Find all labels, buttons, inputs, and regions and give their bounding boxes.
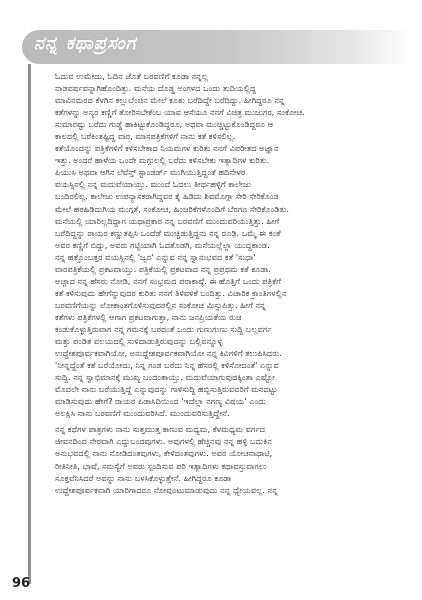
text-line: ಪಿಯುಸಿ ಅಥವಾ ಆಗಿನ ಲೆವೆನ್ತ್ ಸ್ಟಾಂಡರ್ಡ್ ಮುಗಿಯುತ್ತಿದ್ದಂತೆ ಹದಿನೇಳರ — [55, 167, 246, 178]
footer-shade — [0, 570, 422, 600]
text-line: ಸುಮಾರಷ್ಟು ಬರೆದು ಗುಡ್ಡೆ ಹಾಕಿಟ್ಟುಕೊಂಡಿದ್ದರೂ, ಅಥವಾ ಮುಚ್ಚಿಟ್ಟುಕೊಂಡಿದ್ದರೂ ಆ — [55, 119, 274, 130]
text-line: ಮಾಡಿಸುವುದು ಹೇಗೆ? ರಾಯರ ಪಿಡಾಸಿದಿಯಿಂದ 'ಇದೆಲ್ಲಾ ನಗಣ್ಯ ವಿಷಯ' ಎಂದು — [55, 396, 266, 407]
margin-rule — [28, 64, 31, 584]
text-line: ಬರೆದಿದ್ದನ್ನು ರಾಯರ ಕಣ್ಣುತಪ್ಪಿಸಿ ಒಂದೆಡೆ ಮುಚ್ಚಿಡುತ್ತಿದ್ದನು ನನ್ನ ರೂಢಿ. ಒಮ್ಮೆ ಈ ಕಂತೆ — [55, 227, 281, 238]
chapter-title: ನನ್ನ ಕಥಾಪ್ರಸಂಗ — [34, 33, 137, 54]
text-line: 'ನೀನ್ನದ್ದೆಂತೆ ಕತೆ ಬರೆಯೋದು, ನಿನ್ನ ಗಂಡ ಬರೆದು ನಿನ್ನ ಹೆಸರಲ್ಲಿ ಕಳಿಸೋದಂತೆ' ಎನ್ನುವ — [55, 360, 279, 371]
text-line: ಸೂಕ್ತವೆನಿಸಿದರೆ ಅವನ್ನು ನಾನು ಬಳಸಿಕೊಳ್ಳುತ್ತೇನೆ. ಹೀಗಿದ್ದರೂ ಕೂಡಾ — [55, 472, 232, 483]
text-line: ಕಾಲದಲ್ಲಿ ಬರೆಕಿಂತಷ್ಟಿದ್ದ ವಾರ, ಮಾಸಪತ್ರಿಕೆಗಳಿಗೆ ನಾನು ಕತೆ ಕಳಿಸಲಿಲ್ಲ. — [55, 131, 236, 142]
text-line: ನನ್ನ ಕಥೆಗಳ ಪಾತ್ರಗಳು ನಾನು ಸುತ್ತಮುತ್ತ ಕಾಣುವ ಮಧ್ಯಮ, ಕೆಳಮಧ್ಯಮ ವರ್ಗದ — [55, 424, 266, 435]
text-line: ಬರವಣಿಗೆಯನ್ನು ಲೋಕಾಂತಗೊಳಿಸುವುದರಲ್ಲಿನ ಸಂಕೋಚ ಮಿಸ್ಸುಪಿತ್ತು. ಹೀಗೆ ನನ್ನ — [55, 299, 266, 310]
text-line: ಕತೆ ಕಳಿಸುವುದು ಹೇಗೆನ್ನುವುದರ ಕುರಿತು ನನಗೆ ತಿಳಿವಳಿಕೆ ಬಂದಿತ್ತು. ವಿಚಾರಿಕ ಕ್ರಾಂತಿಗಳಲ್ಲಿನ — [55, 287, 287, 298]
text-line: ಕತೆಯೊಂದನ್ನು ಪತ್ರಿಕೆಗಳಿಗೆ ಕಳಿಸಬೇಕಾದ ನಿಯಮಗಳ ಕುರಿತು ನನಗೆ ವಿಪರೀತದ ಅಜ್ಞಾನ — [55, 143, 279, 154]
text-line: ವಯಸ್ಸಿನಲ್ಲಿ ನನ್ನ ಮದುವೆಯಾಯ್ತು. ಮುಂದೆ ಓದಲು ತೀರ್ಥಹಳ್ಳಿಗೆ ಕಾಲೇಜು — [55, 179, 251, 190]
text-line: ರೀತಿನೀತಿ, ಭಾಷೆ, ಸಮಸ್ಯೆಗೆ ಅವರು ಸ್ಪಂದಿಸುವ ಪರಿ ಇತ್ಯಾದಿಗಳು ಕಥಾವಸ್ತುವಾಗಲು — [55, 460, 267, 471]
text-line: ಮತ್ತು ಪಂಡಿತ ವಲಯದಲ್ಲಿ ಸುಳಿದಾಡುತ್ತಿರುವುದನ್ನು ಬಲ್ಲಿವನ್ನೂಳ್ಳ — [55, 336, 223, 347]
page-number: 96 — [12, 576, 31, 591]
text-line: ಅವರ ಕಣ್ಣಿಗೆ ಬಿದ್ದು, ಅವರು ಗಟ್ಟಿಯಾಗಿ ಓದತೊಡಗಿ, ಮನೆಯಲ್ಲೆಲ್ಲಾ ಯುದ್ಧಕಾಂಡ. — [55, 239, 270, 250]
text-line: ಜೀವನದಿಂದ ನೇರವಾಗಿ ಎದ್ದುಬಂದವುಗಳು. ಅವುಗಳಲ್ಲಿ ಹೆಚ್ಚಿನವು ನನ್ನ ಹಳ್ಳಿ ಬದುಕಿನ — [55, 436, 272, 447]
text-line: ಕಂಡುಕೊಳ್ಳುತ್ತಿರುವಾಗ ನನ್ನ ಗಮನಕ್ಕೆ ಬರದಂತೆ ಒಂದು ಗುಣುಗುಣು ಸುದ್ದಿ ಬಲ್ಲವರ್ಗ — [55, 323, 272, 334]
text-line: ಉದ್ದೇಶಪೂರ್ವಕವಾಗಿಯೋ, ಅನುದ್ದೇಶಪೂರ್ವಕವಾಗಿಯೋ ನನ್ನ ಕಿವಿಗಳಿಗೆ ತಲುಪಿಸಿದರು. — [55, 348, 282, 359]
text-line: ಇತ್ತು. ಅಂದರೆ ಹಾಳೆಯ ಒಂದೇ ಮಗ್ಗುಲಲ್ಲಿ ಬರೆದು ಕಳಿಸಬೇಕು ಇತ್ಯಾದಿಗಳ ಕುರಿತು. — [55, 155, 270, 166]
text-line: ಕತೆಗಳನ್ನು ಅನ್ಯರ ಕಣ್ಣಿಗೆ ತೋರಿಸಬೇಕೆಂಬ ಯಾವ ಆಸೆಯೂ ನನಗೆ ವಿಚಿತ್ರ ಮುಜುಗರ, ಸಂಕೋಚ. — [55, 107, 305, 118]
text-line: ಸುದ್ದಿ. ನನ್ನ ಸ್ವಾಭಿಮಾನಕ್ಕೆ ಮುಖ್ಯ ಬಂದಂತಾಯ್ತು. ಮದುವೆಯಾಗುವುದಕ್ಕಿಂತಾ ಎಷ್ಟೋ — [55, 372, 275, 383]
text-line: ಮಾವಿನಮರದ ಕೆಳಗಿನ ಕಲ್ಲುಬೆಂಚಿನ ಮೇಲೆ ಕೂತು ಬರೆದಿದ್ದೇ ಬರೆದಿದ್ದು. ಹೀಗಿದ್ದರೂ ನನ್ನ — [55, 95, 285, 106]
text-line: ಅಲಕ್ಷಿಸಿ ನಾನು ಬರವಣಿಗೆ ಮುಂದುವರಿಸಿದೆ. ಮುಂದುವರಿಸುತ್ತಿದ್ದೇನೆ. — [55, 408, 230, 419]
text-line: ಉದ್ದೇಶಪೂರ್ವಕವಾಗಿ ಯಾರಿಗಾದರೂ ನೋವುಂಟುಮಾಡುವುದು ನನ್ನ ಧ್ಯೇಯವಲ್ಲ. ನನ್ನ — [55, 484, 278, 495]
text-line: ಅಚ್ಚಾದ ನನ್ನ ಹೆಸರು ನೋಡಿ, ನನಗೆ ಸಂಭ್ರಮದ ಪರಾಕಾಷ್ಠೆ. ಈ ಹೊತ್ತಿಗೆ ಒಂದು ಪತ್ರಿಕೆಗೆ — [55, 275, 281, 286]
paragraph-2 — [55, 423, 405, 495]
text-line: ವಾರಪತ್ರಿಕೆಯಲ್ಲಿ ಪ್ರಕಟವಾಯ್ತು. ಪತ್ರಿಕೆಯಲ್ಲಿ ಪ್ರಕಟವಾದ ನನ್ನ ಪ್ರಪ್ರಥಮ ಕತೆ ಕೂಡಾ. — [55, 263, 271, 274]
text-line: ಓದುವ ಉಮೇದು, ಓದಿನ ಜೊತೆ ಬರವಣಿಗೆ ಕೂಡಾ ನನ್ನಲ್ಲ — [55, 71, 209, 81]
text-line: ಮೊದಲೇ ನಾನು ಬರೆಯುತ್ತಿದ್ದೆ ಎನ್ನುವುದನ್ನು ಗಾಳಿಸುದ್ದಿ ಹಬ್ಬಿಸುತ್ತಿರುವವರಿಗೆ ಮನದಟ್ಟು — [55, 384, 278, 395]
text-line: ನಾಡವರ್ಷವನ್ನಾಗಿಹೊಂದಿತ್ತು. ಮನೆಯ ದೊಡ್ಡ ಅಂಗಳದ ಒಂದು ತುದಿಯಲ್ಲಿದ್ದ — [55, 83, 256, 94]
body-text — [55, 70, 405, 496]
text-line: ಬಂದಿರಲಿಲ್ಲ. ಕಾಲೇಜು ಉಪನ್ಯಾಸಕರಾಗಿದ್ದವರ ಕೈ ಹಿಡಿದು ಶಿವಮೊಗ್ಗಾ ಸೇರಿ ಸೇರಿಕೊಂಡ — [55, 191, 279, 202]
text-line: ನನ್ನ ಹತ್ತೊಂಬತ್ತರ ವಯಸ್ಸಿನಲ್ಲಿ 'ಜ್ವರ' ಎನ್ನುವ ನನ್ನ ಸ್ವಾನುಭವದ ಕತೆ 'ಸುಧಾ' — [55, 251, 256, 262]
paragraph-1 — [55, 70, 405, 419]
text-line: ಮನೆಯಲ್ಲಿ ಯಾರಿಲ್ಲದಿದ್ದಾಗ ಯಥಾಪ್ರಕಾರ ನನ್ನ ಬರವಣಿಗೆ ಮುಂದುವರಿಯುತ್ತಿತ್ತು. ಹೀಗೆ — [55, 215, 280, 226]
text-line: ಮೇಲೆ ಹಠಹಿಡಿದುಗಿಯ ಮುಗ್ಗತೆ, ಸಂಕೋಚ, ಹಿಂಜರಿಕೆಗಳೊಂದಿಗೆ ಬೆರಗೂ ಸೇರಿಕೊಂಡಿತು. — [55, 203, 289, 214]
text-line: ಅನುಭವದಲ್ಲಿ ನಾನು ನೋಡಿದಂತವುಗಳು, ಕೇಳಿದಂತವುಗಳು. ಅವರ ಯೋಚನಾಧಾಟಿ, — [55, 448, 273, 459]
text-line: ಕತೆಗಳು ಪತ್ರಿಕೆಗಳಲ್ಲಿ ಆಗಾಗ ಪ್ರಕಟವಾಗುತ್ತಾ, ನಾನು ಜನಪ್ರಿಯತೆಯ ರುಚಿ — [55, 311, 242, 322]
